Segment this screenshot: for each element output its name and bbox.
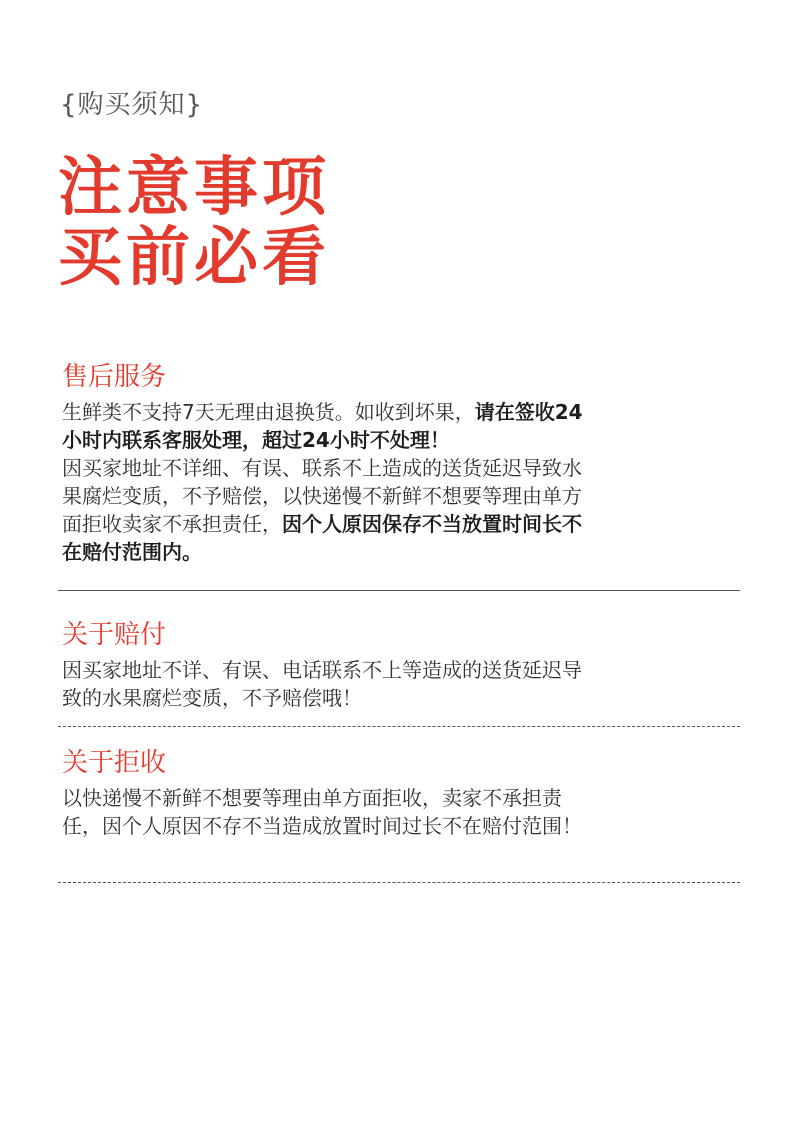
body-line — [62, 784, 742, 812]
text-segment-bold: 在赔付范围内。 — [62, 540, 202, 564]
body-line — [62, 538, 742, 566]
text-segment-bold: 因个人原因保存不当放置时间长不 — [282, 512, 582, 536]
body-line — [62, 482, 742, 510]
divider-solid — [58, 590, 740, 591]
body-line — [62, 684, 742, 712]
text-segment: 生鲜类不支持7天无理由退换货。如收到坏果， — [62, 400, 475, 424]
text-segment: 以快递慢不新鲜不想要等理由单方面拒收，卖家不承担责 — [62, 786, 562, 810]
headline-line-1: 注意事项 — [58, 151, 330, 225]
body-line — [62, 426, 742, 454]
text-segment: 因买家地址不详、有误、电话联系不上等造成的送货延迟导 — [62, 658, 582, 682]
section-title-refusal: 关于拒收 — [62, 748, 167, 778]
body-line — [62, 454, 742, 482]
eyebrow-label: {购买须知} — [60, 90, 204, 120]
divider-dashed — [58, 882, 740, 883]
section-body-refusal — [62, 784, 742, 840]
body-line — [62, 398, 742, 426]
divider-dashed — [58, 726, 740, 727]
text-segment: 因买家地址不详细、有误、联系不上造成的送货延迟导致水 — [62, 456, 582, 480]
section-body-compensation — [62, 656, 742, 712]
body-line — [62, 656, 742, 684]
text-segment: 果腐烂变质，不予赔偿，以快递慢不新鲜不想要等理由单方 — [62, 484, 582, 508]
headline-line-2: 买前必看 — [58, 221, 330, 295]
text-segment: 致的水果腐烂变质，不予赔偿哦！ — [62, 686, 362, 710]
text-segment-bold: 小时内联系客服处理，超过24小时不处理！ — [62, 428, 450, 452]
section-body-after-sales — [62, 398, 742, 566]
section-title-after-sales: 售后服务 — [62, 362, 167, 392]
section-title-compensation: 关于赔付 — [62, 620, 167, 650]
text-segment-bold: 请在签收24 — [474, 400, 583, 424]
text-segment: 任，因个人原因不存不当造成放置时间过长不在赔付范围！ — [62, 814, 582, 838]
body-line — [62, 510, 742, 538]
body-line — [62, 812, 742, 840]
text-segment: 面拒收卖家不承担责任， — [62, 512, 282, 536]
